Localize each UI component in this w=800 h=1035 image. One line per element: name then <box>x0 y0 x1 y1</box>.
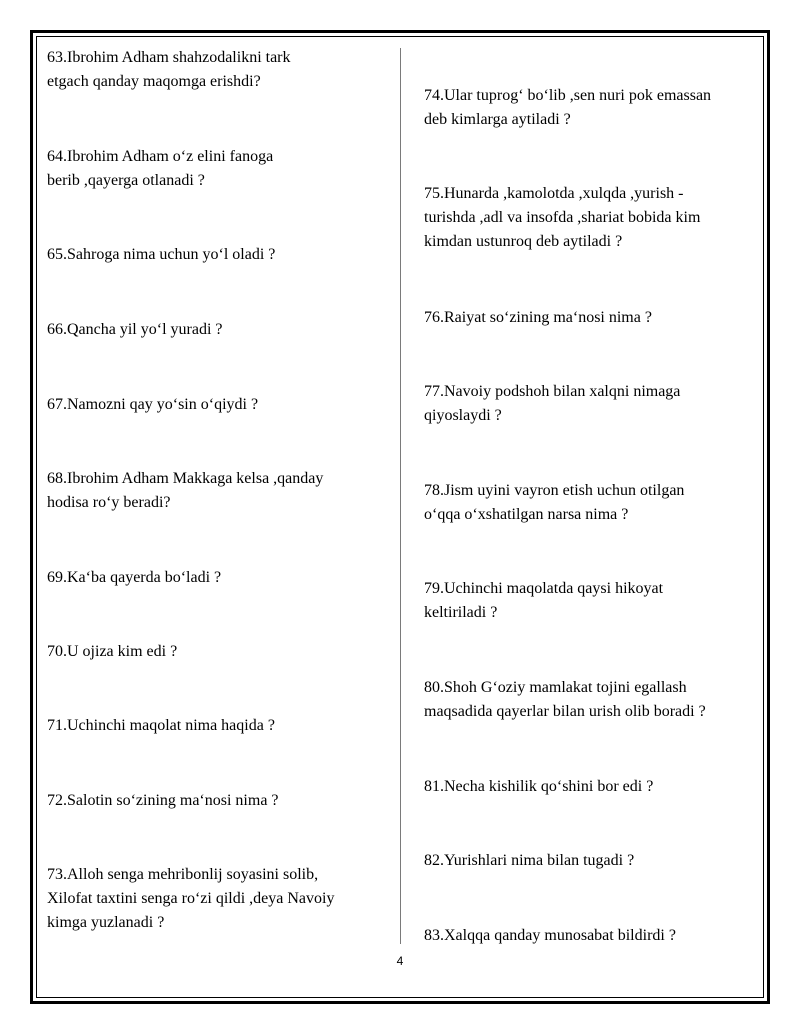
question-64 <box>47 145 273 193</box>
question-line: 73.Alloh senga mehribonlij soyasini solib, <box>47 866 319 883</box>
question-line: deb kimlarga aytiladi ? <box>424 111 571 128</box>
question-line: 80.Shoh G‘oziy mamlakat tojini egallash <box>424 679 687 696</box>
question-line: 77.Navoiy podshoh bilan xalqni nimaga <box>424 383 681 400</box>
question-78 <box>424 479 684 527</box>
page-number: 4 <box>396 954 404 968</box>
question-line: 78.Jism uyini vayron etish uchun otilgan <box>424 482 685 499</box>
question-66 <box>47 318 223 342</box>
question-79 <box>424 577 663 625</box>
question-line: kimdan ustunroq deb aytiladi ? <box>424 233 623 250</box>
question-line: 75.Hunarda ,kamolotda ,xulqda ,yurish - <box>424 185 684 202</box>
question-line: turishda ,adl va insofda ,shariat bobida kim <box>424 209 701 226</box>
question-70 <box>47 640 177 664</box>
question-83 <box>424 924 676 948</box>
question-line: qiyoslaydi ? <box>424 407 502 424</box>
question-63 <box>47 46 291 94</box>
question-line: 83.Xalqqa qanday munosabat bildirdi ? <box>424 927 676 944</box>
question-81 <box>424 775 653 799</box>
question-line: 76.Raiyat so‘zining ma‘nosi nima ? <box>424 309 652 326</box>
question-69 <box>47 566 221 590</box>
column-divider <box>400 48 401 944</box>
question-line: keltiriladi ? <box>424 604 498 621</box>
question-71 <box>47 714 275 738</box>
question-76 <box>424 306 652 330</box>
question-line: 63.Ibrohim Adham shahzodalikni tark <box>47 49 291 66</box>
question-line: 71.Uchinchi maqolat nima haqida ? <box>47 717 275 734</box>
question-73 <box>47 863 334 935</box>
question-line: maqsadida qayerlar bilan urish olib boradi ? <box>424 703 706 720</box>
question-65 <box>47 243 275 267</box>
question-line: 69.Ka‘ba qayerda bo‘ladi ? <box>47 569 222 586</box>
question-67 <box>47 393 258 417</box>
question-line: 72.Salotin so‘zining ma‘nosi nima ? <box>47 792 279 809</box>
question-line: 82.Yurishlari nima bilan tugadi ? <box>424 852 635 869</box>
question-68 <box>47 467 323 515</box>
question-line: 74.Ular tuprog‘ bo‘lib ,sen nuri pok emassan <box>424 87 712 104</box>
question-line: 70.U ojiza kim edi ? <box>47 643 178 660</box>
question-line: 68.Ibrohim Adham Makkaga kelsa ,qanday <box>47 470 324 487</box>
question-72 <box>47 789 279 813</box>
question-77 <box>424 380 680 428</box>
question-line: etgach qanday maqomga erishdi? <box>47 73 261 90</box>
question-line: kimga yuzlanadi ? <box>47 914 165 931</box>
question-74 <box>424 84 711 132</box>
question-line: 79.Uchinchi maqolatda qaysi hikoyat <box>424 580 664 597</box>
question-line: 67.Namozni qay yo‘sin o‘qiydi ? <box>47 396 259 413</box>
question-75 <box>424 182 700 254</box>
question-82 <box>424 849 634 873</box>
question-line: Xilofat taxtini senga ro‘zi qildi ,deya Navoiy <box>47 890 335 907</box>
question-line: 81.Necha kishilik qo‘shini bor edi ? <box>424 778 654 795</box>
question-line: 64.Ibrohim Adham o‘z elini fanoga <box>47 148 274 165</box>
question-line: berib ,qayerga otlanadi ? <box>47 172 205 189</box>
question-line: hodisa ro‘y beradi? <box>47 494 171 511</box>
question-line: 65.Sahroga nima uchun yo‘l oladi ? <box>47 246 276 263</box>
question-line: 66.Qancha yil yo‘l yuradi ? <box>47 321 223 338</box>
question-80 <box>424 676 706 724</box>
question-line: o‘qqa o‘xshatilgan narsa nima ? <box>424 506 629 523</box>
